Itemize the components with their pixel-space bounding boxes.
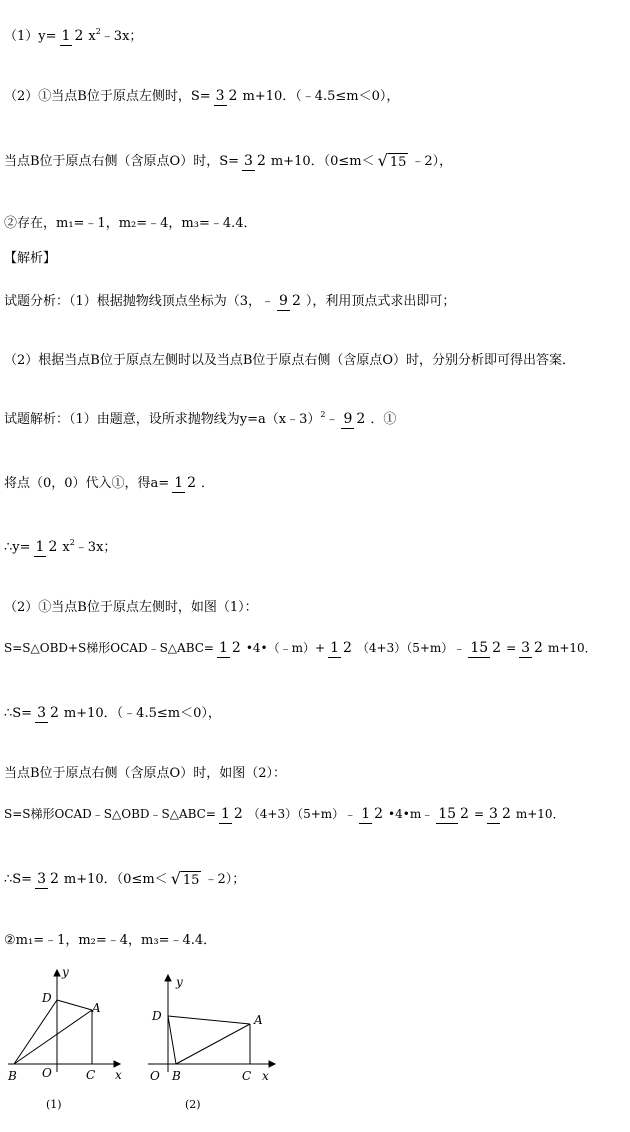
x-axis-arrow xyxy=(114,1061,120,1067)
caption-1: (1) xyxy=(46,1098,62,1111)
solution-s4: （2）①当点B位于原点左侧时，如图（1）： xyxy=(4,600,258,615)
solution-s2 xyxy=(4,475,214,491)
fraction: 3 2 xyxy=(37,705,59,721)
text: •4•（﹣m）+ xyxy=(245,641,326,656)
text: •4•m﹣ xyxy=(388,807,434,822)
answer-part-3 xyxy=(4,217,257,230)
solution-s3 xyxy=(4,539,116,555)
answer-part-2a xyxy=(4,88,399,104)
figure-1 xyxy=(0,960,140,1120)
text: S=S△OBD+S梯形OCAD﹣S△ABC= xyxy=(4,641,214,656)
text: S=S梯形OCAD﹣S△OBD﹣S△ABC= xyxy=(4,807,216,822)
text: ﹣3x； xyxy=(74,539,117,555)
label-x: x xyxy=(115,1068,122,1082)
label-d: D xyxy=(152,1009,162,1023)
solution-s8 xyxy=(4,806,565,822)
sqrt: √ 15 xyxy=(377,151,407,171)
text: ∴y= xyxy=(4,539,31,555)
text: ﹣2）， xyxy=(411,153,453,169)
solution-s9 xyxy=(4,871,245,887)
text: （4+3）（5+m）﹣ xyxy=(356,641,466,656)
fraction: 3 2 xyxy=(215,88,238,104)
sqrt: √ 15 xyxy=(170,869,200,889)
text: ．① xyxy=(370,411,397,427)
answer-part-1 xyxy=(4,28,142,44)
label-d: D xyxy=(42,991,52,1005)
label-a: A xyxy=(254,1013,263,1027)
text: = xyxy=(473,807,485,822)
solution-s1 xyxy=(4,411,396,427)
text: ），利用顶点式求出即可； xyxy=(305,293,456,309)
analysis-part-1 xyxy=(4,293,455,309)
text: m+10． xyxy=(547,641,597,656)
label-o: O xyxy=(42,1066,52,1080)
solution-s6 xyxy=(4,705,221,721)
fraction: 15 2 xyxy=(438,806,469,822)
text: ∴S= xyxy=(4,871,33,887)
text: ﹣3x； xyxy=(100,28,143,44)
text: （4+3）（5+m）﹣ xyxy=(247,807,357,822)
text: m+10．（﹣4.5≤m＜0）， xyxy=(63,705,221,721)
label-c: C xyxy=(86,1068,96,1082)
segment-da xyxy=(168,1016,250,1024)
text: ． xyxy=(201,475,215,491)
fraction: 3 2 xyxy=(37,871,59,887)
analysis-part-2: （2）根据当点B位于原点左侧时以及当点B位于原点右侧（含原点O）时，分别分析即可得出答案． xyxy=(4,353,576,368)
exponent: 2 xyxy=(69,538,75,548)
fraction: 3 2 xyxy=(489,806,511,822)
label-o: O xyxy=(150,1069,160,1083)
text: 将点（0，0）代入①，得a= xyxy=(4,475,170,491)
fraction: 3 2 xyxy=(244,153,266,169)
text: m+10．（﹣4.5≤m＜0）， xyxy=(242,88,400,104)
label-c: C xyxy=(242,1069,252,1083)
solution-s7: 当点B位于原点右侧（含原点O）时，如图（2）： xyxy=(4,766,286,781)
segment-ba xyxy=(176,1024,250,1064)
fraction: 3 2 xyxy=(521,640,543,656)
text: 当点B位于原点右侧（含原点O）时，S= xyxy=(4,153,240,169)
text: m+10． xyxy=(515,807,565,822)
answer-part-2b xyxy=(4,153,452,169)
figure-2 xyxy=(140,960,290,1120)
y-axis-arrow xyxy=(54,970,60,976)
fraction: 1 2 xyxy=(174,475,197,491)
text: ﹣2）； xyxy=(204,871,246,887)
segment-db xyxy=(168,1016,176,1064)
text: ②存在，m₁=﹣1，m₂=﹣4，m₃=﹣4.4． xyxy=(4,216,257,231)
text: 试题分析：（1）根据抛物线顶点坐标为（3，﹣ xyxy=(4,293,275,309)
label-b: B xyxy=(172,1069,181,1083)
text: x xyxy=(62,539,70,555)
fraction: 1 2 xyxy=(218,640,241,656)
text: 试题解析：（1）由题意，设所求抛物线为y=a（x﹣3） xyxy=(4,411,321,427)
text: （1）y= xyxy=(4,28,57,44)
fraction: 9 2 xyxy=(343,411,366,427)
text: ﹣ xyxy=(325,411,339,427)
text: （2）①当点B位于原点左侧时，S= xyxy=(4,88,211,104)
solution-s10: ②m₁=﹣1，m₂=﹣4，m₃=﹣4.4． xyxy=(4,933,217,948)
text: m+10．（0≤m＜ xyxy=(270,153,375,169)
y-axis-arrow xyxy=(165,975,171,981)
label-b: B xyxy=(8,1069,17,1083)
exponent: 2 xyxy=(320,410,326,420)
label-x: x xyxy=(262,1069,269,1083)
text: = xyxy=(506,641,517,656)
fraction: 1 2 xyxy=(220,806,243,822)
exponent: 2 xyxy=(95,27,101,37)
fraction: 15 2 xyxy=(470,640,502,656)
segment-ba xyxy=(14,1010,92,1064)
analysis-heading: 【解析】 xyxy=(4,251,57,266)
text: m+10．（0≤m＜ xyxy=(63,871,168,887)
solution-s5 xyxy=(4,640,597,656)
caption-2: (2) xyxy=(185,1098,201,1111)
fraction: 1 2 xyxy=(330,640,352,656)
fraction: 1 2 xyxy=(61,28,84,44)
segment-da xyxy=(57,1000,92,1010)
fraction: 1 2 xyxy=(361,806,384,822)
label-y: y xyxy=(62,965,69,979)
fraction: 9 2 xyxy=(279,293,301,309)
text: ∴S= xyxy=(4,705,33,721)
text: x xyxy=(88,28,96,44)
fraction: 1 2 xyxy=(35,539,58,555)
x-axis-arrow xyxy=(269,1061,275,1067)
label-y: y xyxy=(176,975,183,989)
label-a: A xyxy=(92,1001,101,1015)
segment-bd xyxy=(14,1000,57,1064)
